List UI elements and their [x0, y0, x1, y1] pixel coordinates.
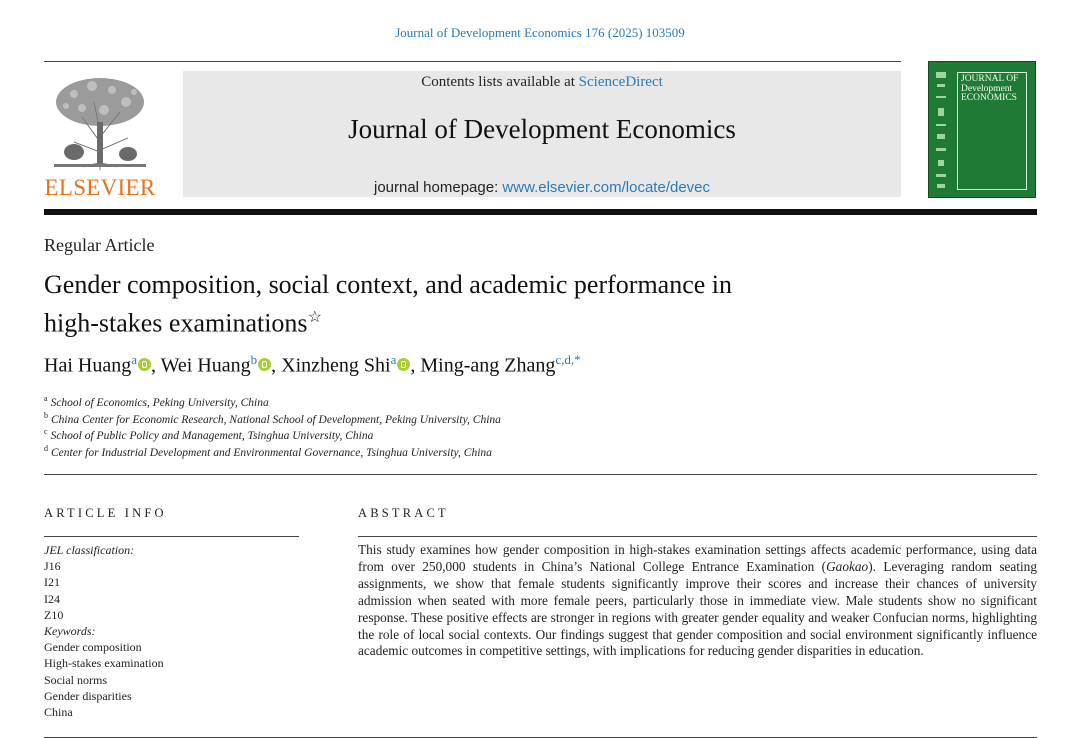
- affiliation-text: China Center for Economic Research, National School of Development, Peking University, China: [51, 413, 501, 426]
- abstract-part2: ). Leveraging random seating assignments, we show that female students significantly improve their scores and increase their chances of university admission when seated with more female peers, particularly those in immediate view. Male students show no significant response. These positive effects are stronger in regions with greater gender equality and weaker Confucian norms, highlighting the role of local social contexts. Our findings suggest that gender composition and social environment significantly influence academic outcomes in competitive settings, with implications for reducing gender disparities in education.: [358, 558, 1037, 659]
- keyword: Gender disparities: [44, 688, 132, 703]
- keyword: High-stakes examination: [44, 656, 164, 671]
- cover-title-line1: JOURNAL OF: [961, 74, 1019, 84]
- author-affil-sup[interactable]: c,d,*: [555, 352, 581, 367]
- author-name[interactable]: Xinzheng Shi: [281, 354, 391, 377]
- abstract-heading: ABSTRACT: [358, 506, 449, 520]
- article-info-heading: ARTICLE INFO: [44, 506, 167, 520]
- affiliation-sup: a: [44, 394, 48, 403]
- affiliation-text: School of Public Policy and Management, Tsinghua University, China: [50, 429, 374, 442]
- affiliation: [44, 444, 492, 459]
- cover-title: [961, 75, 1018, 104]
- abstract-part1: This study examines how gender composition in high-stakes examination settings affects academic performance, using data from over 250,000 students in China’s National College Entrance Examination (: [358, 542, 1037, 574]
- cover-spine-pattern: [934, 68, 948, 192]
- affiliation-sup: b: [44, 411, 48, 420]
- cover-title-line2: Development: [961, 83, 1013, 94]
- journal-title: Journal of Development Economics: [348, 114, 736, 144]
- header-thick-divider: [44, 209, 1037, 215]
- affiliation-text: Center for Industrial Development and Environmental Governance, Tsinghua University, China: [51, 446, 492, 459]
- author-list: Hai Huang$^a$ , Wei Huang$^b$ , Xinzheng Shi$^a$ , Ming-ang Zhang$^{c,d,*}$: [44, 352, 581, 377]
- journal-cover[interactable]: [928, 61, 1036, 198]
- title-line2: [44, 301, 864, 340]
- keyword: Social norms: [44, 672, 107, 687]
- abstract-divider: [358, 536, 1037, 537]
- homepage-prefix: journal homepage:: [373, 179, 503, 196]
- abstract-text: [358, 542, 1037, 660]
- homepage-link[interactable]: www.elsevier.com/locate/devec: [502, 179, 711, 196]
- title-line1: Gender composition, social context, and academic performance in: [44, 270, 733, 299]
- journal-citation-link[interactable]: Journal of Development Economics 176 (2025) 103509: [395, 25, 685, 40]
- author-name[interactable]: Ming-ang Zhang: [420, 354, 556, 377]
- title-footnote-mark[interactable]: ☆: [307, 309, 322, 326]
- jel-code: I24: [44, 591, 60, 606]
- cover-title-line3: ECONOMICS: [961, 93, 1017, 103]
- affiliation: [44, 411, 501, 426]
- journal-homepage: [183, 179, 901, 196]
- affiliation-sup: d: [44, 444, 48, 453]
- elsevier-wordmark: ELSEVIER: [44, 175, 156, 200]
- article-type: Regular Article: [44, 235, 155, 255]
- orcid-icon[interactable]: [258, 358, 271, 371]
- contents-line: [183, 74, 901, 91]
- orcid-icon[interactable]: [138, 358, 151, 371]
- affiliation: [44, 394, 269, 409]
- contents-prefix: Contents lists available at: [421, 74, 579, 90]
- keywords-label: Keywords:: [44, 624, 96, 639]
- article-info-divider: [44, 536, 299, 537]
- cover-frame: [957, 72, 1027, 190]
- sciencedirect-link[interactable]: ScienceDirect: [578, 74, 663, 90]
- title-line2-text: high-stakes examinations: [44, 308, 308, 338]
- author-affil-sup[interactable]: a: [131, 352, 137, 367]
- affiliation: [44, 427, 373, 442]
- author-affil-sup[interactable]: b: [250, 352, 258, 367]
- affiliation-text: School of Economics, Peking University, China: [50, 396, 269, 409]
- top-divider: [44, 61, 901, 62]
- author-name[interactable]: Wei Huang: [160, 354, 251, 377]
- affiliation-sup: c: [44, 427, 48, 436]
- orcid-icon[interactable]: [397, 358, 410, 371]
- jel-label: JEL classification:: [44, 543, 135, 557]
- author-affil-sup[interactable]: a: [390, 352, 397, 367]
- article-info-list: [44, 542, 164, 720]
- article-title: [44, 268, 864, 340]
- jel-code: J16: [44, 559, 61, 574]
- section-divider: [44, 474, 1037, 475]
- jel-code: Z10: [44, 607, 64, 622]
- jel-code: I21: [44, 575, 60, 590]
- abstract-italic-term: Gaokao: [826, 558, 869, 574]
- keyword: Gender composition: [44, 640, 142, 655]
- author-name[interactable]: Hai Huang: [44, 354, 132, 377]
- keyword: China: [44, 705, 73, 720]
